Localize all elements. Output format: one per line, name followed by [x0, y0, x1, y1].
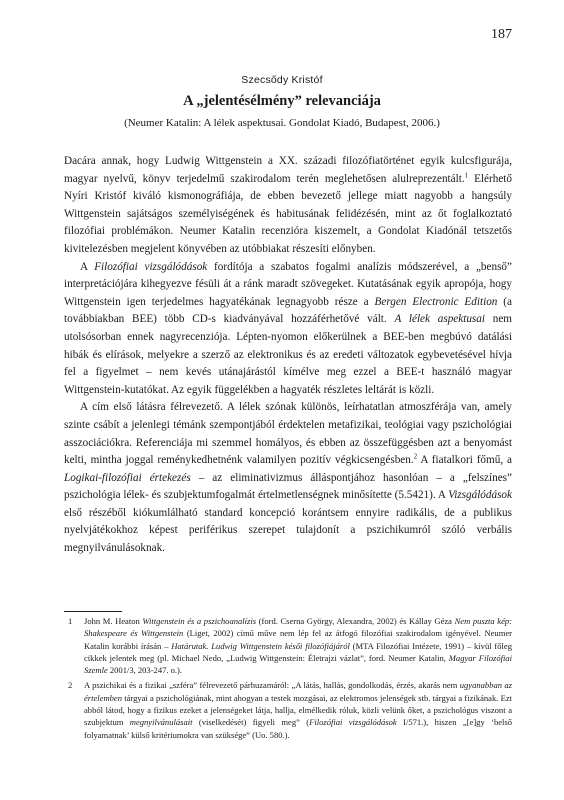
footnote-text: John M. Heaton Wittgenstein és a pszichoanalízis (ford. Cserna György, Alexandra, 2002) és Kállay Géza Nem puszta kép: Shakespeare és Wittgenstein (Liget, 2002) című műve nem lép fel az átfogó filozófiai szakirodalom igényével. Neumer Katalin korábbi írásán – Határutak. Ludwig Wittgenstein késői filozófiájáról (MTA Filozófiai Intézete, 1991) – kívül főleg cikkek jelentek meg (pl. Michael Nedo, „Ludwig Wittgenstein: Életrajzi vázlat”, ford. Neumer Katalin, Magyar Filozófiai Szemle 2001/3, 203-247. o.). [84, 616, 512, 676]
article-body [64, 153, 512, 558]
author-name: Szecsődy Kristóf [241, 74, 323, 86]
footnote-number: 2 [68, 680, 73, 691]
footnote-2 [64, 679, 512, 740]
paragraph-1: Dacára annak, hogy Ludwig Wittgenstein a XX. századi filozófiatörténet egyik kulcsfigurája, magyar nyelvű, könyv terjedelmű szakirodalom terén meglehetősen alulreprezentált.$^1$ Elérhető Nyíri Kristóf kiváló kismonográfiája, de ebben bevezető jellege miatt nagyobb a hangsúly Wittgenstein sajátságos személyiségének és habitusának felidézésén, mint az őt foglalkoztató filozófiai problémákon. Neumer Katalin recenzióra kiszemelt, a Gondolat Kiadónál tetszetős kivitelezésben megjelent könyvében az utóbbiakat részesíti előnyben. [64, 155, 512, 255]
article-title: A „jelentésélmény” relevanciája [183, 93, 381, 109]
footnote-number: 1 [68, 616, 73, 626]
footnote-divider [64, 611, 122, 612]
article-subtitle: (Neumer Katalin: A lélek aspektusai. Gondolat Kiadó, Budapest, 2006.) [124, 117, 440, 129]
paragraph-3: A cím első látásra félrevezető. A lélek szónak különös, leírhatatlan atmoszférája van, amely szinte csábít a jelenlegi témánk szempontjából érdektelen metafizikai, teológiai vagy pszichológiai asszociációkra. Referenciája mi szemmel homályos, és ebben az összefüggésben azt a benyomást kelti, mintha joggal reménykedhetnénk valamilyen pozitív végkicsengésben.$^2$ A fiatalkori főmű, a Logikai-filozófiai értekezés – az eliminativizmus álláspontjához hasonlóan – a „felszínes” pszichológia lélek- és szubjektumfogalmát értelmetlenségnek minősítette (5.5421). A Vizsgálódások első részéből kiókumlálható standard koncepció korántsem ennyire radikális, de a publikus nyelvjátékokhoz képest periférikus szerepet tulajdonít a pszichikumról szóló verbális megnyilvánulásoknak. [64, 401, 512, 555]
footnotes [64, 615, 512, 741]
footnote-ref-1[interactable]: 1 [464, 170, 469, 179]
footnote-text: A pszichikai és a fizikai „szféra” félrevezető párhuzamáról: „A látás, hallás, gondolkodás, érzés, akarás nem ugyanabban az értelemben tárgyai a pszichológiának, mint ahogyan a testek mozgásai, az elektromos jelenségek stb. tárgyai a fizikának. Ezt abból látod, hogy a fizikus ezeket a jelenségeket látja, hallja, elmélkedik róluk, közli velünk őket, a pszichológus viszont a szubjektum megnyilvánulásait (viselkedését) figyeli meg” (Filozófiai vizsgálódások I/571.), hiszen „[e]gy ‘belső folyamatnak’ külső kritériumokra van szüksége” (Uo. 580.). [84, 680, 512, 740]
footnote-ref-2[interactable]: 2 [413, 452, 418, 461]
paragraph-2: A Filozófiai vizsgálódások fordítója a szabatos fogalmi analízis módszerével, a „benső” interpretációjára kihegyezve fésüli át a ránk maradt szövegeket. Kutatásának egyik apropója, hogy Wittgenstein igen terjedelmes hagyatékának legnagyobb része a Bergen Electronic Edition (a továbbiakban BEE) több CD-s kiadványával hozzáférhetővé vált. A lélek aspektusai nem utolsósorban ennek nagyrecenziója. Lépten-nyomon előkerülnek a BEE-ben megbúvó datálási hibák és elírások, melyekre a szerző az elektronikus és az eredeti változatok egybevetésével hívja fel a figyelmet – nem kevés utánajárástól kímélve meg ezzel a BEE-t használó magyar Wittgenstein-kutatókat. Az egyik függelékben a hagyaték részletes leltárát is közli. [64, 260, 513, 396]
page-number: 187 [491, 27, 512, 42]
footnote-1 [64, 615, 512, 676]
